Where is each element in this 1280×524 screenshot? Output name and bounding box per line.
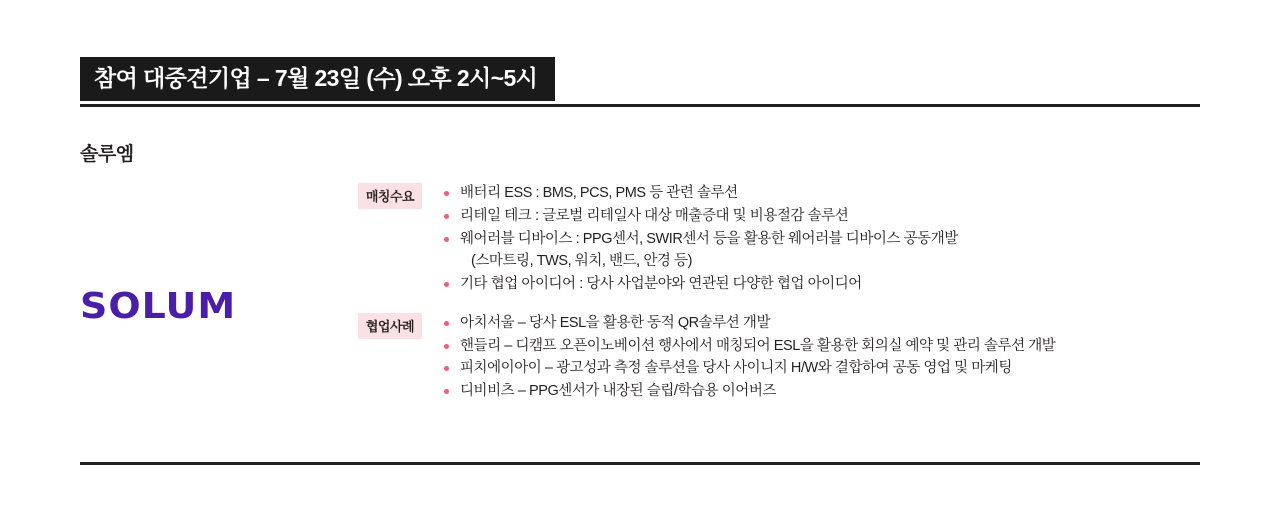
list-item: 핸들리 – 디캠프 오픈이노베이션 행사에서 매칭되어 ESL을 활용한 회의실 예약 및 관리 솔루션 개발 (444, 335, 1188, 358)
list-item: 리테일 테크 : 글로벌 리테일사 대상 매출증대 및 비용절감 솔루션 (444, 205, 1188, 228)
list-item: 웨어러블 디바이스 : PPG센서, SWIR센서 등을 활용한 웨어러블 디바이스 공동개발 (444, 228, 1188, 251)
tag-collaboration-cases: 협업사례 (358, 313, 422, 339)
list-item: 배터리 ESS : BMS, PCS, PMS 등 관련 솔루션 (444, 182, 1188, 205)
list-item: 아치서울 – 당사 ESL을 활용한 동적 QR솔루션 개발 (444, 312, 1188, 335)
solum-logo-text: SOLUM (80, 285, 237, 327)
footer-divider (80, 462, 1200, 465)
section-matching-demand (358, 182, 1188, 296)
list-item-continuation: (스마트링, TWS, 워치, 밴드, 안경 등) (471, 253, 692, 270)
content-area (358, 182, 1188, 403)
header-divider (80, 104, 1200, 107)
list-matching-demand (422, 182, 1188, 296)
list-item: 피치에이아이 – 광고성과 측정 솔루션을 당사 사이니지 H/W와 결합하여 공동 영업 및 마케팅 (444, 357, 1188, 380)
company-logo (80, 282, 330, 330)
section-header (80, 57, 1200, 101)
list-item: 디비비츠 – PPG센서가 내장된 슬립/학습용 이어버즈 (444, 380, 1188, 403)
company-name: 솔루엠 (80, 144, 134, 165)
tag-matching-demand: 매칭수요 (358, 183, 422, 209)
list-item: 기타 협업 아이디어 : 당사 사업분야와 연관된 다양한 협업 아이디어 (444, 273, 1188, 296)
section-collaboration-cases (358, 312, 1188, 403)
page-title: 참여 대중견기업 – 7월 23일 (수) 오후 2시~5시 (80, 57, 555, 101)
list-collaboration-cases (422, 312, 1188, 403)
